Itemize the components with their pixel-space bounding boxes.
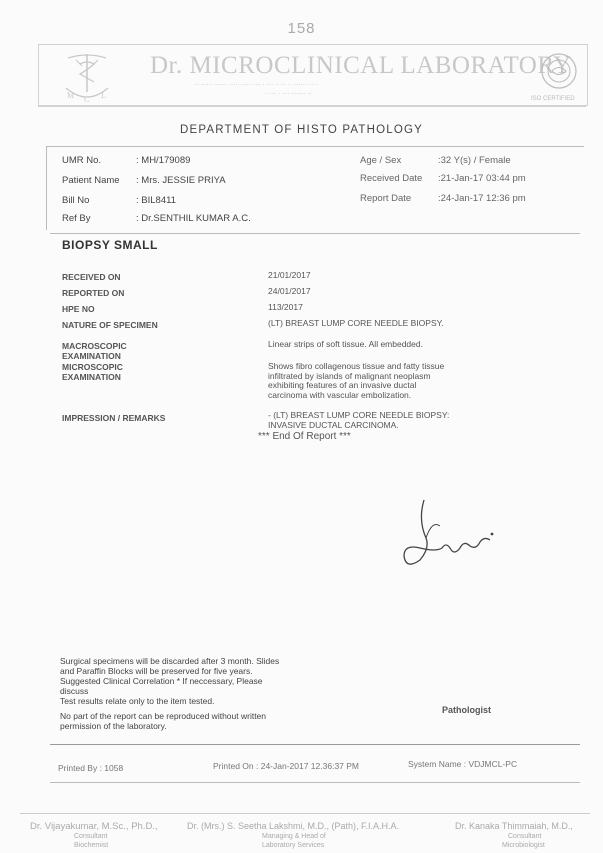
note-line: discuss — [60, 686, 89, 696]
microscopic-line: carcinoma with vascular embolization. — [268, 389, 412, 400]
lab-logo — [62, 48, 112, 104]
note-line: Test results relate only to the item tested. — [60, 696, 215, 706]
logo-letter-m: M — [67, 91, 75, 100]
printed-by: Printed By : 1058 — [58, 763, 124, 773]
report-date-label: Report Date — [360, 193, 412, 204]
macroscopic-label-line2: EXAMINATION — [62, 351, 121, 361]
end-of-report: *** End Of Report *** — [258, 431, 351, 442]
received-on-value: 21/01/2017 — [268, 270, 311, 280]
department-title: DEPARTMENT OF HISTO PATHOLOGY — [179, 124, 424, 136]
note-line: Suggested Clinical Correlation * If neccessary, Please — [60, 676, 263, 686]
ref-label: Ref By — [62, 213, 91, 224]
specimen-value: (LT) BREAST LUMP CORE NEEDLE BIOPSY. — [268, 318, 444, 328]
microscopic-value — [268, 362, 444, 400]
microscopic-line: exhibiting features of an invasive ductal — [268, 380, 417, 390]
footer-doctor-3: Dr. Kanaka Thimmaiah, M.D., — [455, 821, 573, 831]
macroscopic-value: Linear strips of soft tissue. All embedded. — [268, 339, 423, 349]
umr-value: : MH/179089 — [136, 155, 191, 166]
ref-value: : Dr.SENTHIL KUMAR A.C. — [136, 213, 251, 224]
footer-doctor-1-dept: Biochemist — [74, 842, 109, 849]
logo-letter-c: C — [84, 95, 90, 104]
signature-icon — [396, 490, 506, 575]
footer-doctor-3-role: Consultant — [508, 833, 542, 840]
pathologist-label: Pathologist — [442, 705, 491, 715]
logo-letter-l: L — [101, 91, 106, 100]
footer-doctor-1: Dr. Vijayakumar, M.Sc., Ph.D., — [30, 821, 158, 832]
report-date-value: :24-Jan-17 12:36 pm — [438, 193, 526, 204]
impression-label: IMPRESSION / REMARKS — [62, 413, 166, 423]
report-title: BIOPSY SMALL — [62, 238, 158, 252]
iso-seal — [540, 52, 578, 90]
lab-name: Dr. MICROCLINICAL LABORATORY — [150, 52, 572, 79]
footer-rule — [20, 813, 590, 814]
reported-on-label: REPORTED ON — [62, 288, 125, 298]
footer-doctor-2: Dr. (Mrs.) S. Seetha Lakshmi, M.D., (Path), F.I.A.H.A. — [187, 821, 400, 831]
note-line: and Paraffin Blocks will be preserved for five years. — [60, 666, 253, 676]
system-name: System Name : VDJMCL-PC — [408, 759, 518, 769]
copyright-notes — [60, 711, 266, 731]
disclaimer-notes — [60, 656, 279, 706]
iso-certified: ISO CERTIFIED — [531, 96, 575, 102]
page-number: 158 — [287, 20, 316, 37]
microscopic-label-line1: MICROSCOPIC — [62, 362, 123, 372]
patient-name-value: : Mrs. JESSIE PRIYA — [136, 175, 226, 186]
print-bottom-rule — [50, 782, 580, 783]
microscopic-line: infiltrated by islands of malignant neoplasm — [268, 370, 431, 381]
copyright-line: permission of the laboratory. — [60, 721, 167, 731]
age-value: :32 Y(s) / Female — [438, 155, 511, 166]
footer-doctor-2-dept: Laboratory Services — [262, 842, 325, 849]
received-on-label: RECEIVED ON — [62, 272, 121, 282]
letterhead-divider — [38, 106, 586, 107]
impression-line: - (LT) BREAST LUMP CORE NEEDLE BIOPSY: — [268, 410, 450, 420]
microscopic-label-line2: EXAMINATION — [62, 372, 121, 382]
hpe-label: HPE NO — [62, 304, 95, 314]
specimen-label: NATURE OF SPECIMEN — [62, 320, 158, 330]
footer-doctor-1-role: Consultant — [74, 833, 108, 840]
received-date-label: Received Date — [360, 173, 423, 184]
printed-on: Printed On : 24-Jan-2017 12.36:37 PM — [213, 761, 360, 771]
lab-address: ... ...... ....... ...... ...... .... . .... .. ... .. ........ ... . — [194, 80, 319, 87]
info-separator — [50, 233, 580, 234]
footer-doctor-2-role: Managing & Head of — [262, 833, 326, 840]
microscopic-line: Shows fibro collagenous tissue and fatty tissue — [268, 361, 445, 371]
iso-seal-icon — [540, 52, 578, 90]
macroscopic-label-line1: MACROSCOPIC — [62, 341, 127, 351]
print-top-rule — [50, 744, 580, 745]
reported-on-value: 24/01/2017 — [268, 286, 311, 296]
lab-phone: . . ... . .... ........ ... — [264, 89, 313, 96]
bill-value: : BIL8411 — [136, 195, 176, 206]
impression-line: INVASIVE DUCTAL CARCINOMA. — [268, 419, 399, 430]
patient-name-label: Patient Name — [62, 175, 120, 186]
microscopic-label — [62, 362, 123, 382]
hpe-value: 113/2017 — [268, 302, 303, 312]
footer-doctor-3-dept: Microbiologist — [502, 842, 545, 849]
umr-label: UMR No. — [62, 155, 102, 166]
impression-value — [268, 411, 449, 430]
signature — [396, 490, 506, 575]
note-line: Surgical specimens will be discarded after 3 month. Slides — [60, 656, 280, 666]
bill-label: Bill No — [62, 195, 90, 206]
age-label: Age / Sex — [360, 155, 402, 166]
copyright-line: No part of the report can be reproduced without written — [60, 711, 267, 721]
caduceus-icon — [62, 48, 112, 104]
received-date-value: :21-Jan-17 03:44 pm — [438, 173, 526, 184]
macroscopic-label — [62, 341, 127, 361]
